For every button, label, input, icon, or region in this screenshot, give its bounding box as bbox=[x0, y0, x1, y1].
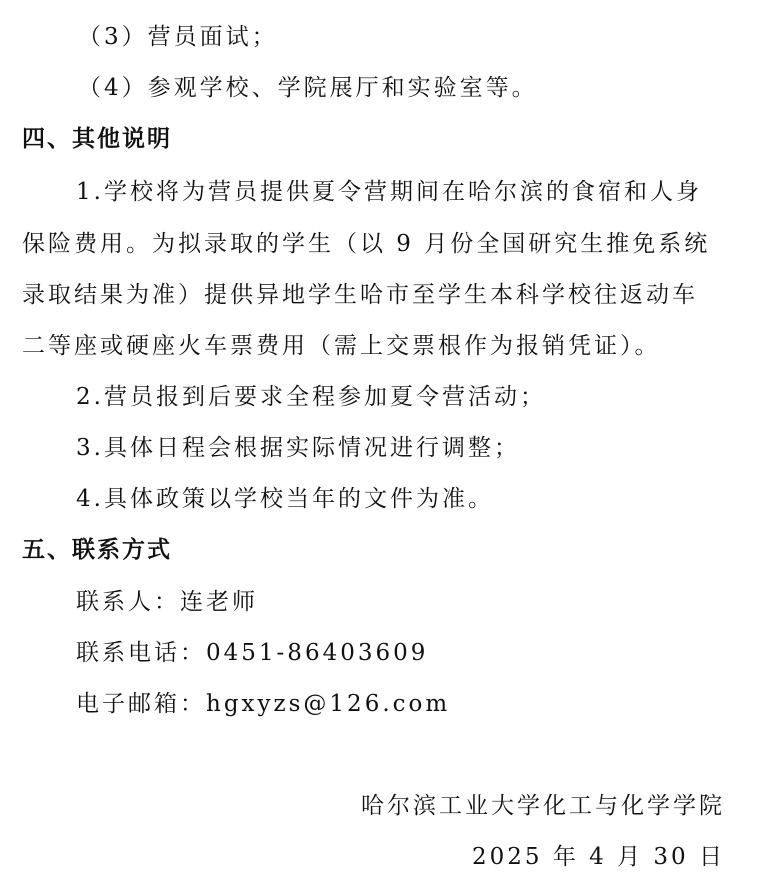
paragraph-line: 二等座或硬座火车票费用（需上交票根作为报销凭证）。 bbox=[22, 333, 661, 359]
contact-email: 电子邮箱：hgxyzs@126.com bbox=[76, 691, 451, 717]
signature-organization: 哈尔滨工业大学化工与化学学院 bbox=[361, 793, 725, 819]
note-item-4: 4.具体政策以学校当年的文件为准。 bbox=[76, 486, 494, 512]
list-item-visit: （4）参观学校、学院展厅和实验室等。 bbox=[78, 75, 538, 101]
contact-person: 联系人：连老师 bbox=[76, 589, 258, 615]
signature-date: 2025 年 4 月 30 日 bbox=[472, 844, 725, 870]
note-item-3: 3.具体日程会根据实际情况进行调整； bbox=[76, 435, 520, 461]
note-item-2: 2.营员报到后要求全程参加夏令营活动； bbox=[76, 384, 546, 410]
paragraph-line: 1.学校将为营员提供夏令营期间在哈尔滨的食宿和人身 bbox=[76, 179, 702, 205]
list-item-interview: （3）营员面试； bbox=[78, 24, 278, 50]
paragraph-line: 录取结果为准）提供异地学生哈市至学生本科学校往返动车 bbox=[22, 282, 698, 308]
section-heading-contact: 五、联系方式 bbox=[22, 537, 172, 563]
paragraph-line: 保险费用。为拟录取的学生（以 9 月份全国研究生推免系统 bbox=[22, 231, 711, 257]
section-heading-other-notes: 四、其他说明 bbox=[22, 126, 172, 152]
contact-phone: 联系电话：0451-86403609 bbox=[76, 640, 429, 666]
